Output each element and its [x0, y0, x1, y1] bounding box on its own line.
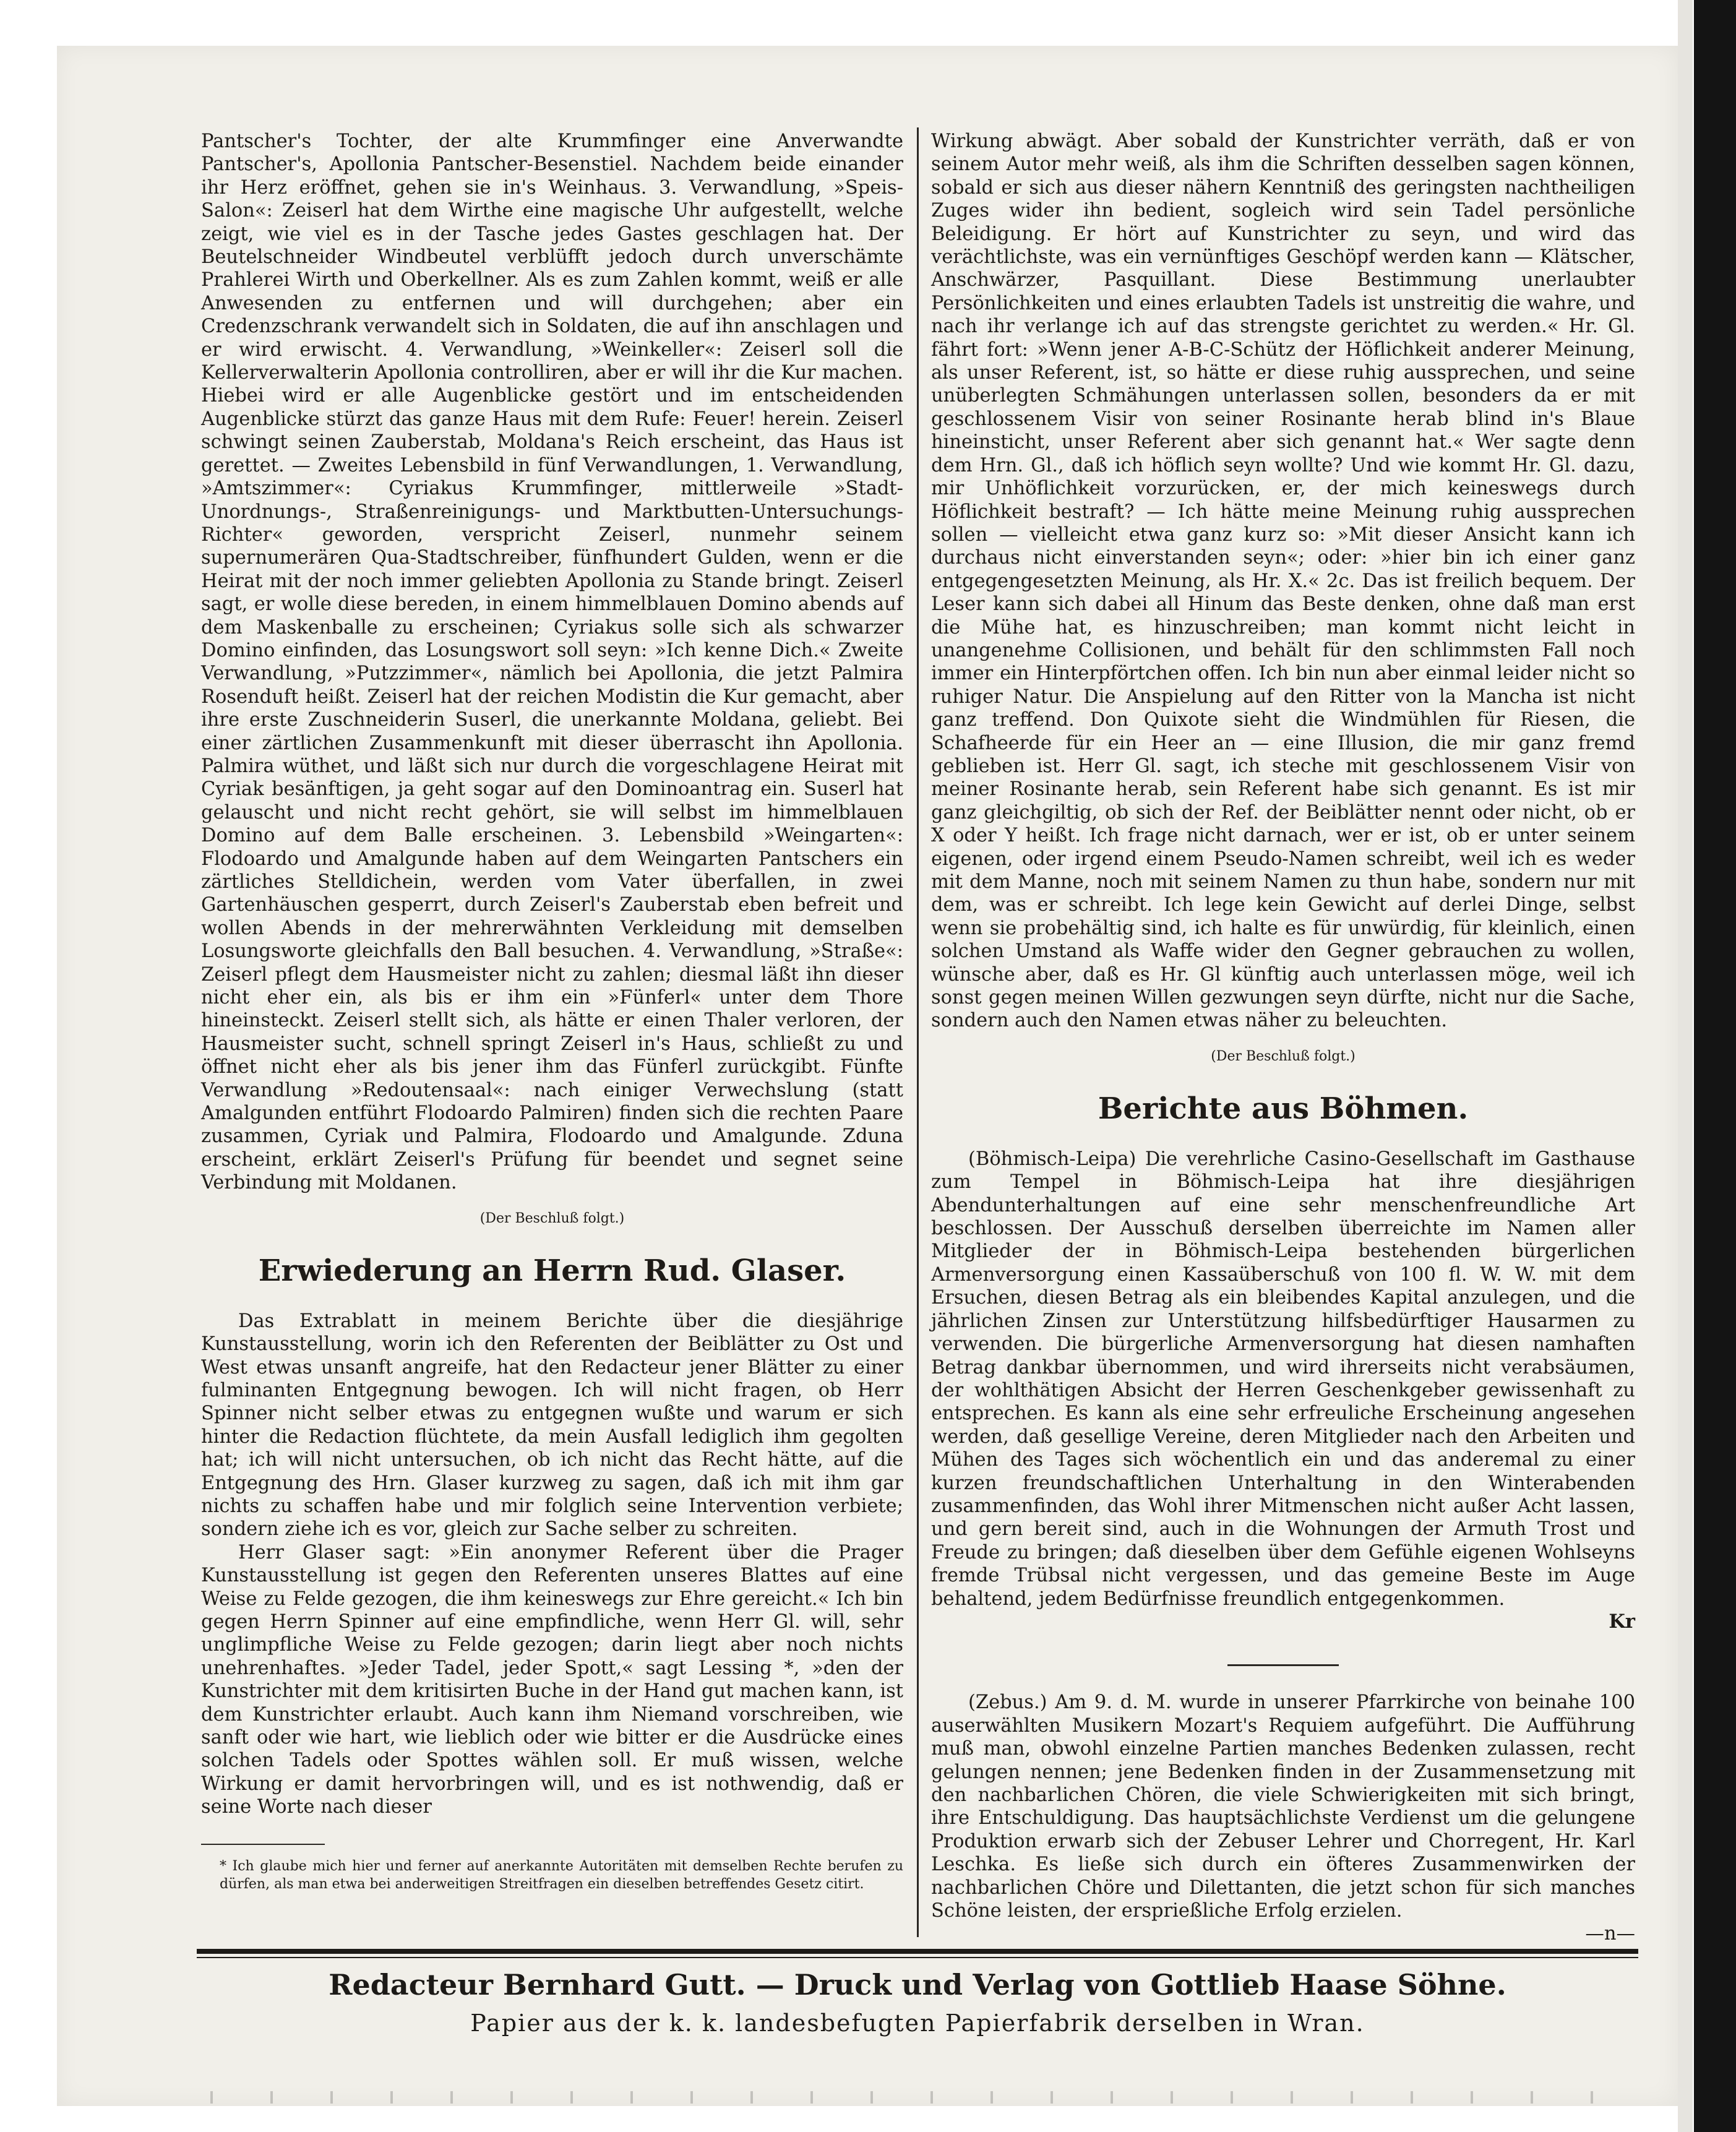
right-column — [931, 130, 1635, 1946]
scanner-edge — [1694, 0, 1736, 2132]
column-divider — [917, 127, 919, 1937]
article-paragraph: Pantscher's Tochter, der alte Krummfinger eine Anverwandte Pantscher's, Apollonia Pantscher-Besenstiel. Nachdem beide einander ihr Herz eröffnet, gehen sie in's Weinhaus. 3. Verwandlung, »Speis-Salon«: Zeiserl hat dem Wirthe eine magische Uhr aufgestellt, welche zeigt, wie viel es in der Tasche jedes Gastes geschlagen hat. Der Beutelschneider Windbeutel verblüfft jedoch durch unverschämte Prahlerei Wirth und Oberkellner. Als es zum Zahlen kommt, weiß er alle Anwesenden zu entfernen und will durchgehen; aber ein Credenzschrank verwandelt sich in Soldaten, die auf ihn anschlagen und er wird erwischt. 4. Verwandlung, »Weinkeller«: Zeiserl soll die Kellerverwalterin Apollonia controlliren, aber er will ihr die Kur machen. Hiebei wird er alle Augenblicke gestört und im entscheidenden Augenblicke stürzt das ganze Haus mit dem Rufe: Feuer! herein. Zeiserl schwingt seinen Zauberstab, Moldana's Reich erscheint, das Haus ist gerettet. — Zweites Lebensbild in fünf Verwandlungen, 1. Verwandlung, »Amtszimmer«: Cyriakus Krummfinger, mittlerweile »Stadt-Unordnungs-, Straßenreinigungs- und Marktbutten-Untersuchungs-Richter« geworden, verspricht Zeiserl, nunmehr seinem supernumerären Qua-Stadtschreiber, fünfhundert Gulden, wenn er die Heirat mit der noch immer geliebten Apollonia zu Stande bringt. Zeiserl sagt, er wolle diese bereden, in einem himmelblauen Domino abends auf dem Maskenballe zu erscheinen; Cyriakus solle sich als schwarzer Domino einfinden, das Losungswort soll seyn: »Ich kenne Dich.« Zweite Verwandlung, »Putzzimmer«, nämlich bei Apollonia, die jetzt Palmira Rosenduft heißt. Zeiserl hat der reichen Modistin die Kur gemacht, aber ihre erste Zuschneiderin Suserl, die unerkannte Moldana, geliebt. Bei einer zärtlichen Zusammenkunft mit dieser überrascht ihn Apollonia. Palmira wüthet, und läßt sich nur durch die vorgeschlagene Heirat mit Cyriak besänftigen, ja geht sogar auf den Dominoantrag ein. Suserl hat gelauscht und nicht recht gehört, sie will selbst im himmelblauen Domino auf dem Balle erscheinen. 3. Lebensbild »Weingarten«: Flodoardo und Amalgunde haben auf dem Weingarten Pantschers ein zärtliches Stelldichein, werden vom Vater überfallen, in zwei Gartenhäuschen gesperrt, durch Zeiserl's Zauberstab eben befreit und wollen Abends in der mehrerwähnten Verkleidung mit demselben Losungsworte gleichfalls den Ball besuchen. 4. Verwandlung, »Straße«: Zeiserl pflegt dem Hausmeister nicht zu zahlen; diesmal läßt ihn dieser nicht eher ein, als bis er ihm ein »Fünferl« unter dem Thore hineinsteckt. Zeiserl stellt sich, als hätte er einen Thaler verloren, der Hausmeister sucht, schnell springt Zeiserl in's Haus, schließt zu und öffnet nicht eher als bis jener ihm das Fünferl zurückgibt. Fünfte Verwandlung »Redoutensaal«: nach einiger Verwechslung (statt Amalgunden entführt Flodoardo Palmiren) finden sich die rechten Paare zusammen, Cyriak und Palmira, Flodoardo und Amalgunde. Zdunа erscheint, erklärt Zeiserl's Prüfung für beendet und segnet seine Verbindung mit Moldanen. — [201, 131, 903, 1194]
left-column — [201, 130, 903, 1893]
report-signature: Kr — [1609, 1610, 1635, 1633]
article-paragraph: Herr Glaser sagt: »Ein anonymer Referent über die Prager Kunstausstellung ist gegen den Referenten unseres Blattes auf eine Weise zu Felde gezogen, die ihm keineswegs zur Ehre gereicht.« Ich bin gegen Herrn Spinner auf eine empfindliche, wenn Herr Gl. will, sehr unglimpfliche Weise zu Felde gezogen; darin liegt aber noch nichts unehrenhaftes. »Jeder Tadel, jeder Spott,« sagt Lessing *, »den der Kunstrichter mit dem kritisirten Buche in der Hand gut machen kann, ist dem Kunstrichter erlaubt. Auch kann ihm Niemand vorschreiben, wie sanft oder wie hart, wie lieblich oder wie bitter er die Ausdrücke eines solchen Tadels oder Spottes wählen soll. Er muß wissen, welche Wirkung er damit hervorbringen will, und es ist nothwendig, daß er seine Worte nach dieser — [201, 1541, 903, 1818]
page-edge-light — [1678, 0, 1693, 2132]
continuation-note: (Der Beschluß folgt.) — [1211, 1048, 1356, 1064]
article-title: Berichte aus Böhmen. — [1098, 1091, 1469, 1126]
article-paragraph: Wirkung abwägt. Aber sobald der Kunstrichter verräth, daß er von seinem Autor mehr weiß, als ihm die Schriften desselben sagen können, sobald er sich aus dieser nähern Kenntniß des geringsten nachtheiligen Zuges wider ihn bedient, sogleich wird sein Tadel persönliche Beleidigung. Er hört auf Kunstrichter zu seyn, und wird das verächtlichste, was ein vernünftiges Geschöpf werden kann — Klätscher, Anschwärzer, Pasquillant. Diese Bestimmung unerlaubter Persönlichkeiten und eines erlaubten Tadels ist unstreitig die wahre, und nach ihr verlange ich auf das strengste gerichtet zu werden.« Hr. Gl. fährt fort: »Wenn jener A-B-C-Schütz der Höflichkeit anderer Meinung, als unser Referent, ist, so hätte er diese ruhig aussprechen, und seine unüberlegten Schmähungen unterlassen sollen, besonders da er mit geschlossenem Visir von seiner Rosinante herab blind in's Blaue hineinsticht, unser Referent aber sich genannt hat.« Wer sagte denn dem Hrn. Gl., daß ich höflich seyn wollte? Und wie kommt Hr. Gl. dazu, mir Unhöflichkeit vorzurücken, er, der mich keineswegs durch Höflichkeit bestraft? — Ich hätte meine Meinung ruhig aussprechen sollen — vielleicht etwa ganz kurz so: »Mit dieser Ansicht kann ich durchaus nicht einverstanden seyn«; oder: »hier bin ich einer ganz entgegengesetzten Meinung, als Hr. X.« 2c. Das ist freilich bequem. Der Leser kann sich dabei all Hinum das Beste denken, ohne daß man erst die Mühe hat, es hinzuschreiben; man kommt nicht leicht in unangenehme Collisionen, und behält für den schlimmsten Fall noch immer ein Hinterpförtchen offen. Ich bin nun aber einmal leider nicht so ruhiger Natur. Die Anspielung auf den Ritter von la Mancha ist nicht ganz treffend. Don Quixote sieht die Windmühlen für Riesen, die Schafheerde für ein Heer an — eine Illusion, die mir ganz fremd geblieben ist. Herr Gl. sagt, ich steche mit geschlossenem Visir von meiner Rosinante herab, sein Referent habe sich genannt. Es ist mir ganz gleichgiltig, ob sich der Ref. der Beiblätter nennt oder nicht, ob er X oder Y heißt. Ich frage nicht darnach, wer er ist, ob er unter seinem eigenen, oder irgend einem Pseudo-Namen schreibt, weil ich es weder mit dem Manne, noch mit seinem Namen zu thun habe, sondern nur mit dem, was er schreibt. Ich lege kein Gewicht auf derlei Dinge, selbst wenn sie probehältig sind, ich halte es für unwürdig, für kleinlich, einen solchen Umstand als Waffe wider den Gegner gebrauchen zu wollen, wünsche aber, daß es Hr. Gl künftig auch unterlassen möge, weil ich sonst gegen meinen Willen gezwungen seyn dürfte, nicht nur die Sache, sondern auch den Namen etwas näher zu beleuchten. — [931, 131, 1635, 1032]
report-paragraph: (Zebus.) Am 9. d. M. wurde in unserer Pfarrkirche von beinahe 100 auserwählten Musikern Mozart's Requiem aufgeführt. Die Aufführung muß man, obwohl einzelne Partien manches Bedenken zulassen, recht gelungen nennen; jene Bedenken finden in der Zusammensetzung mit den nachbarlichen Chören, die viele Schwierigkeiten mit sich bringt, ihre Entschuldigung. Das hauptsächlichste Verdienst um die gelungene Produktion erwarb sich der Zebuser Lehrer und Chorregent, Hr. Karl Leschka. Es ließe sich durch ein öfteres Zusammenwirken der nachbarlichen Chöre und Dilettanten, die jetzt schon für sich manches Schöne leisten, der ersprießliche Erfolg erzielen. — [931, 1691, 1635, 1922]
report-signature: —n— — [1585, 1923, 1635, 1945]
report-paragraph: (Böhmisch-Leipa) Die verehrliche Casino-Gesellschaft im Gasthause zum Tempel in Böhmisch-Leipa hat ihre diesjährigen Abendunterhaltungen auf eine sehr menschenfreundliche Art beschlossen. Der Ausschuß derselben überreichte im Namen aller Mitglieder der in Böhmisch-Leipa bestehenden bürgerlichen Armenversorgung einen Kassaüberschuß von 100 fl. W. W. mit dem Ersuchen, diesen Betrag als ein bleibendes Kapital anzulegen, und die jährlichen Zinsen zur Unterstützung hilfsbedürftiger Hausarmen zu verwenden. Die bürgerliche Armenversorgung hat diesen namhaften Betrag dankbar übernommen, und wird ihrerseits nicht verabsäumen, der wohlthätigen Absicht der Herren Geschenkgeber gewissenhaft zu entsprechen. Es kann als eine sehr erfreuliche Erscheinung angesehen werden, daß gesellige Vereine, deren Mitglieder nach den Arbeiten und Mühen des Tages sich wöchentlich ein und das anderemal zu einer kurzen freundschaftlichen Unterhaltung in den Winterabenden zusammenfinden, das Wohl ihrer Mitmenschen nicht außer Acht lassen, und gern bereit sind, auch in die Wohnungen der Armuth Trost und Freude zu bringen; daß dieselben über dem Gefühle eigenen Wohlseyns fremde Trübsal nicht vergessen, und das gemeine Beste im Auge behaltend, jedem Bedürfnisse freundlich entgegenkommen. — [931, 1148, 1635, 1610]
scan-speckle — [186, 2091, 1609, 2104]
article-paragraph: Das Extrablatt in meinem Berichte über die diesjährige Kunstausstellung, worin ich den Referenten der Beiblätter zu Ost und West etwas unsanft angreife, hat den Redacteur jener Blätter zu einer fulminanten Entgegnung bewogen. Ich will nicht fragen, ob Herr Spinner nicht selber etwas zu entgegnen wußte und warum er sich hinter die Redaction flüchtete, da mein Ausfall lediglich ihm gegolten hat; ich will nicht untersuchen, ob ich nicht das Recht hätte, auf die Entgegnung des Hrn. Glaser kurzweg zu sagen, daß ich mit ihm gar nichts zu schaffen habe und mir folglich seine Intervention verbiete; sondern ziehe ich es vor, gleich zur Sache selber zu schreiten. — [201, 1310, 903, 1541]
imprint-line: Redacteur Bernhard Gutt. — Druck und Verlag von Gottlieb Haase Söhne. — [329, 1968, 1506, 2001]
imprint-rule-thin — [197, 1957, 1638, 1958]
section-divider — [1227, 1664, 1339, 1666]
paper-note: Papier aus der k. k. landesbefugten Papierfabrik derselben in Wran. — [470, 2009, 1365, 2037]
article-title: Erwiederung an Herrn Rud. Glaser. — [258, 1253, 846, 1288]
continuation-note: (Der Beschluß folgt.) — [479, 1210, 625, 1226]
footnote: * Ich glaube mich hier und ferner auf anerkannte Autoritäten mit demselben Rechte berufen zu dürfen, als man etwa bei anderweitigen Streitfragen ein dieselben betreffendes Gesetz citirt. — [220, 1858, 903, 1892]
imprint-rule-thick — [197, 1949, 1638, 1954]
footnote-divider — [201, 1844, 325, 1845]
